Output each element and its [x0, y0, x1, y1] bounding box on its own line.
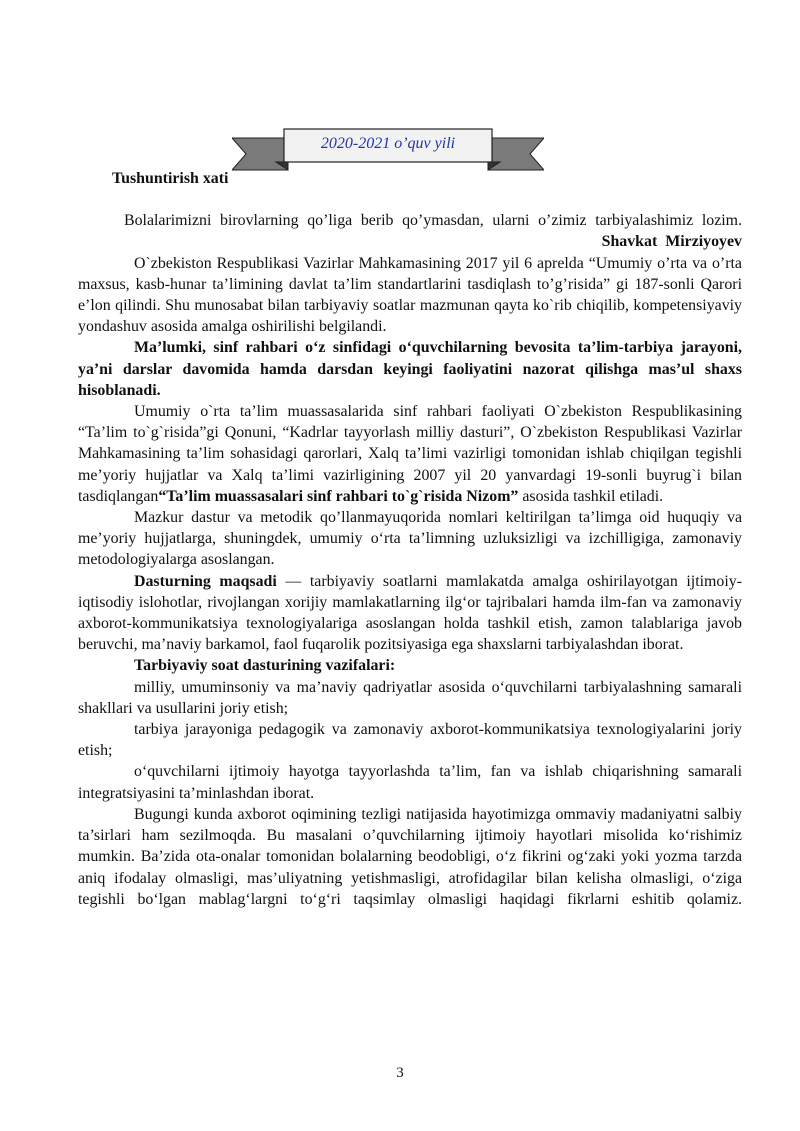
epigraph-author: Shavkat Mirziyoyev: [601, 233, 742, 251]
task-item-technologies: tarbiya jarayoniga pedagogik va zamonaviy axborot-kommunikatsiya texnologiyalarini joriy etish;: [78, 721, 742, 760]
paragraph-program-goal: [78, 571, 742, 656]
program-goal-label: Dasturning maqsadi: [134, 572, 277, 590]
document-heading: Tushuntirish xati: [112, 170, 229, 187]
document-body: [78, 168, 742, 910]
task-item-values: milliy, umuminsoniy va ma’naviy qadriyatlar asosida o‘quvchilarni tarbiyalashning samarali shakllari va usullarini joriy etish;: [78, 678, 742, 717]
legal-basis-ending: asosida tashkil etiladi.: [518, 487, 664, 505]
epigraph-text: [78, 210, 742, 231]
paragraph-legal-basis: [78, 401, 742, 507]
year-ribbon-banner: [232, 124, 544, 174]
task-item-integration: o‘quvchilarni ijtimoiy hayotga tayyorlashda ta’lim, fan va ishlab chiqarishning samarali integratsiyasini ta’minlashdan iborat.: [78, 763, 742, 802]
epigraph-text-content: Bolalarimizni birovlarning qo’liga berib qo’ymasdan, ularni o’zimiz tarbiyalashimiz lozim.: [124, 212, 742, 230]
spacer: [78, 189, 742, 210]
academic-year-label: 2020-2021 o’quv yili: [320, 135, 456, 152]
paragraph-program-basis: Mazkur dastur va metodik qo’llanmayuqorida nomlari keltirilgan ta’limga oid huquqiy va me’yoriy hujjatlarga, shuningdek, umumiy o‘rta ta’limning uzluksizligi va izchilligiga, zamonaviy metodologiyalarga asoslangan.: [78, 509, 742, 569]
tasks-heading: Tarbiyaviy soat dasturining vazifalari:: [134, 657, 396, 675]
paragraph-class-teacher: Ma’lumki, sinf rahbari o‘z sinfidagi o‘quvchilarning bevosita ta’lim-tarbiya jarayoni, ya’ni darslar davomida hamda darsdan keyingi faoliyatini nazorat qilishga mas’ul shaxs hisoblanadi.: [78, 339, 742, 399]
regulation-title: “Ta’lim muassasalari sinf rahbari to`g`risida Nizom”: [158, 487, 519, 505]
legal-basis-text: Umumiy o`rta ta’lim muassasalarida sinf rahbari faoliyati O`zbekiston Respublikasining “Ta’lim to`g`risida”gi Qonuni, “Kadrlar tayyorlash milliy dasturi”, O`zbekiston Respublikasi Vazirlar Mahkamasining ta’lim sohasidagi qarorlari, Xalq ta’limi vazirligi tomonidan ishlab chiqilgan tegishli me’yoriy hujjatlar va Xalq ta’limi vazirligining 2007 yil 20 yanvardagi 19-sonli buyrug`i bilan tasdiqlangan: [78, 403, 742, 505]
page-number: 3: [396, 1065, 404, 1081]
paragraph-decree: O`zbekiston Respublikasi Vazirlar Mahkamasining 2017 yil 6 aprelda “Umumiy o’rta va o’rta maxsus, kasb-hunar ta’limining davlat ta’lim standartlarini tasdiqlash to’g’risida” gi 187-sonli Qarori e’lon qilindi. Shu munosabat bilan tarbiyaviy soatlar mazmunan qayta ko`rib chiqilib, kompetensiyaviy yondashuv asosida amalga oshirilishi belgilandi.: [78, 254, 742, 336]
paragraph-mass-culture: Bugungi kunda axborot oqimining tezligi natijasida hayotimizga ommaviy madaniyatni salbiy ta’sirlari ham sezilmoqda. Bu masalani o’quvchilarning ijtimoiy hayotlari misolida ko‘rishimiz mumkin. Ba’zida ota-onalar tomonidan bolalarning beodobligi, o‘z fikrini og‘zaki yoki yozma tarzda aniq ifodalay olmasligi, mas’uliyatning yetishmasligi, atrofidagilar bilan kelisha olmasligi, o‘ziga tegishli bo‘lgan mablag‘largni to‘g‘ri taqsimlay olmasligi haqidagi fikrlarni eshitib qolamiz.: [78, 805, 742, 908]
program-goal-text: — tarbiyaviy soatlarni mamlakatda amalga oshirilayotgan ijtimoiy-iqtisodiy islohotlar, rivojlangan xorijiy mamlakatlarning ilg‘or tajribalari hamda ilm-fan va zamonaviy axborot-kommunikatsiya texnologiyalariga asoslangan holda tashkil etish, zamon talablariga javob beruvchi, ma’naviy barkamol, faol fuqarolik pozitsiyasiga ega shaxslarni tarbiyalashdan iborat.: [78, 572, 742, 654]
